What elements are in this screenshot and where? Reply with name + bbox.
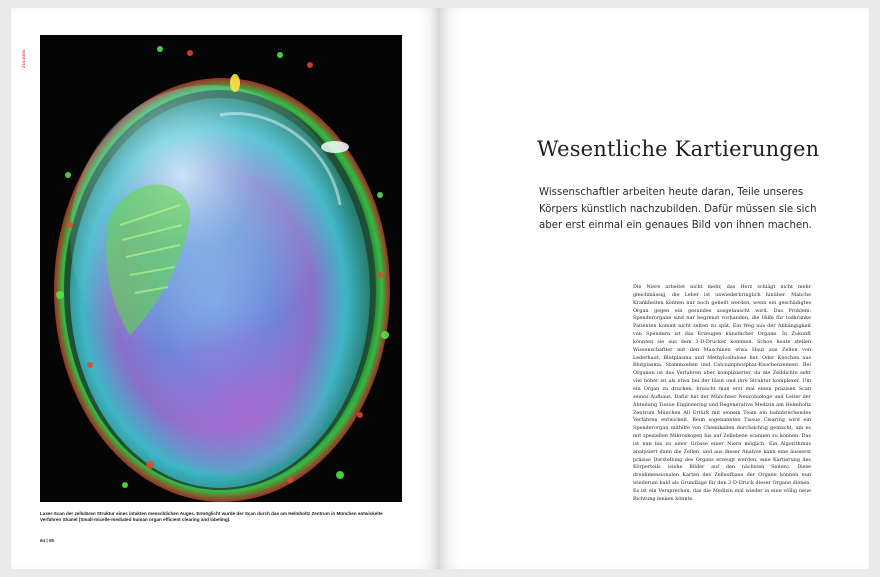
left-page xyxy=(11,8,440,569)
right-page xyxy=(440,8,869,569)
eye-scan-image xyxy=(40,35,402,502)
section-tag: ZULGEN xyxy=(21,49,26,68)
article-headline: Wesentliche Kartierungen xyxy=(537,137,820,161)
page-numbers: 64 | 65 xyxy=(40,538,55,543)
eye-scan-photo xyxy=(40,35,402,502)
article-intro: Wissenschaftler arbeiten heute daran, Teile unseres Körpers künstlich nachzubilden. Dafür müssen sie sich aber erst einmal ein genaues Bild von ihnen machen. xyxy=(539,187,817,231)
photo-caption: Laser-Scan der zellulären Struktur eines intakten menschlichen Auges. Ermöglicht wurde der Scan durch das am Helmholtz Zentrum in München entwickelte Verfahren Shanel (Small-micelle-mediated human organ efficient clearing and labeling). xyxy=(40,511,383,523)
article-body: Die Niere arbeitet nicht mehr, das Herz schlägt nicht mehr gleichmässig, die Leber ist unwiederbringlich hinüber. Manche Krankheiten können nur noch geheilt werden, wenn ein geschädigtes Organ gegen ein gesundes ausgetauscht wird. Das Problem: Spenderorgane sind nur begrenzt vorhanden, die Hilfe für todkranke Patienten kommt nicht selten zu spät. Ein Weg aus der Abhängigkeit von Spendern ist das Erzeugen künstlicher Organe. In Zukunft könnten sie aus dem 3-D-Drucker kommen. Schon heute stellen Wissenschaftler mit den Maschinen etwa Haut aus Zellen von Lederhaut, Blutplasma und Methylcellulose her. Oder Knochen aus Blutplasma, Stammzellen und Calciumphosphat-Knochenzement. Bei Organen ist das Verfahren aber komplizierter, da die Zelldichte sehr viel höher ist als etwa bei der Haut und ihre Struktur komplexer. Um ein Organ zu drucken, braucht man erst mal einen präzisen Scan seines Aufbaus. Dafür hat der Münchner Neurobiologe und Leiter der Abteilung Tissue Engineering und Regenerative Medizin am Helmholtz Zentrum München Ali Ertürk mit seinem Team ein bahnbrechendes Verfahren entwickelt. Beim sogenannten Tissue Clearing wird ein Spenderorgan mithilfe von Chemikalien durchsichtig gemacht, um es mit speziellen Mikroskopen bis auf Zellebene scannen zu können. Das ist nun bis zu einer Grösse einer Niere möglich. Ein Algorithmus analysiert dann die Zellen, und aus dieser Analyse kann eine äusserst präzise Darstellung des Organs erzeugt werden, eine Kartierung des Körperteils (siehe Bilder auf den nächsten Seiten). Diese dreidimensionalen Karten des Zellaufbaus der Organe können nun wiederum bald als Grundlage für den 3-D-Druck dieser Organe dienen. Es ist ein Versprechen, das die Medizin mal wieder in eine völlig neue Richtung lenken könnte. xyxy=(633,284,811,502)
